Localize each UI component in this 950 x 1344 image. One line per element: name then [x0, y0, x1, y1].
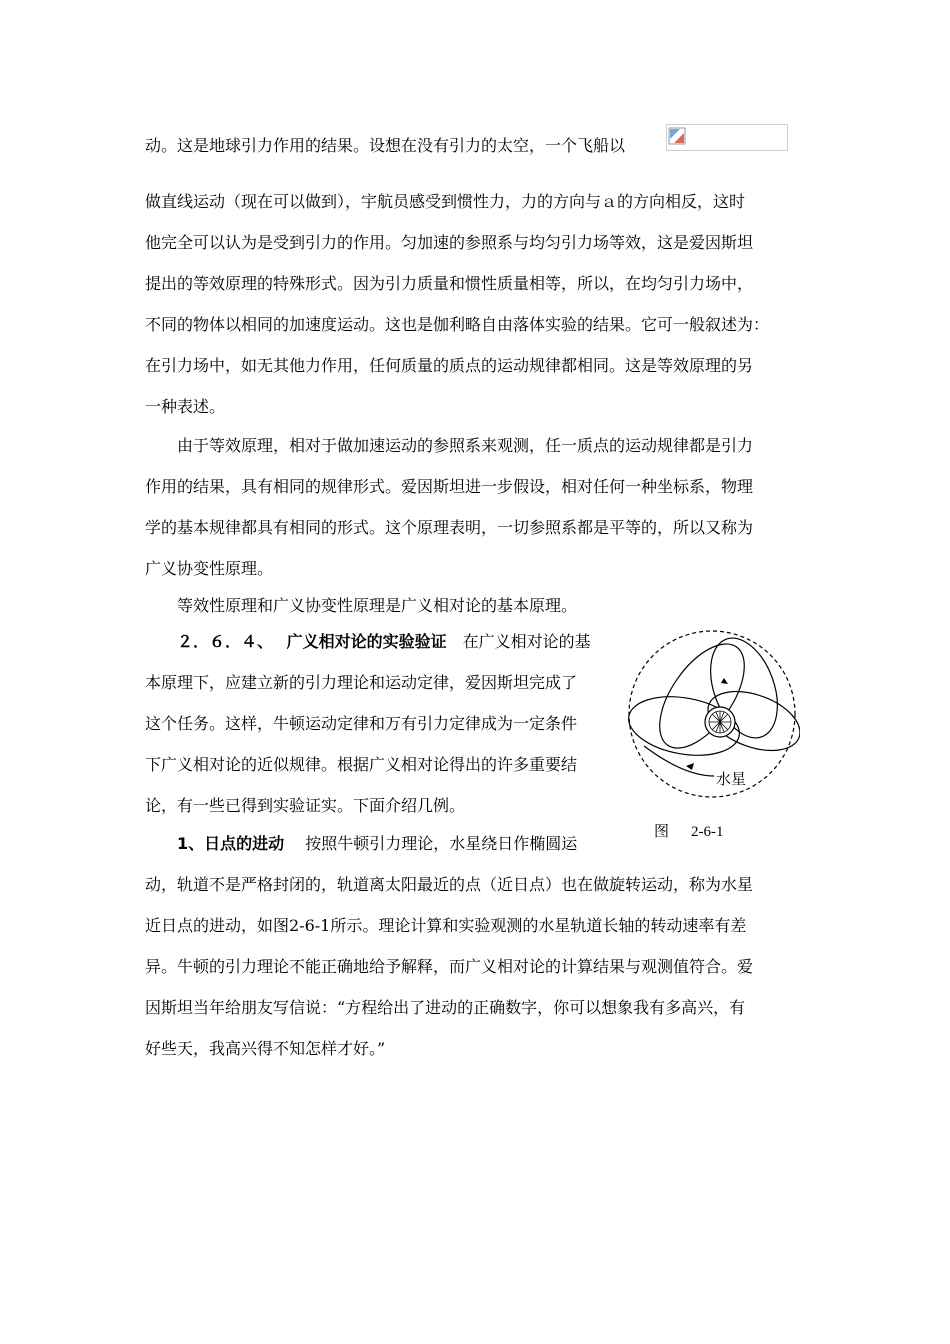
caption-prefix: 图 [654, 824, 670, 840]
text-line: 由于等效原理，相对于做加速运动的参照系来观测，任一质点的运动规律都是引力 [177, 436, 754, 455]
mercury-orbit-figure [624, 626, 800, 802]
text-line: 动。这是地球引力作用的结果。设想在没有引力的太空，一个飞船以 [145, 136, 626, 155]
text-line: 好些天，我高兴得不知怎样才好。” [145, 1039, 386, 1058]
text-line: 近日点的进动，如图2-6-1所示。理论计算和实验观测的水星轨道长轴的转动速率有差 [145, 916, 747, 935]
orbit-arrow-icon [721, 678, 728, 684]
mercury-label: 水星 [716, 770, 747, 788]
text-line: 这个任务。这样，牛顿运动定律和万有引力定律成为一定条件 [145, 714, 578, 733]
text-line: 在引力场中，如无其他力作用，任何质量的质点的运动规律都相同。这是等效原理的另 [145, 356, 754, 375]
figure-caption [654, 822, 724, 842]
caption-number: 2-6-1 [691, 824, 724, 840]
text-line: 学的基本规律都具有相同的形式。这个原理表明，一切参照系都是平等的，所以又称为 [145, 518, 754, 537]
text-span: 在广义相对论的基 [446, 632, 591, 651]
text-line: 异。牛顿的引力理论不能正确地给予解释，而广义相对论的计算结果与观测值符合。爱 [145, 957, 754, 976]
text-line: 作用的结果，具有相同的规律形式。爱因斯坦进一步假设，相对任何一种坐标系，物理 [145, 477, 754, 496]
text-line: 一种表述。 [145, 397, 226, 416]
text-line: 广义协变性原理。 [145, 559, 274, 578]
broken-image-icon [668, 127, 686, 145]
section-heading: ２．６．４、 广义相对论的实验验证 [177, 632, 447, 651]
text-line: 论，有一些已得到实验证实。下面介绍几例。 [145, 796, 466, 815]
text-line: 因斯坦当年给朋友写信说：“方程给出了进动的正确数字，你可以想象我有多高兴，有 [145, 998, 746, 1017]
text-line: 他完全可以认为是受到引力的作用。匀加速的参照系与均匀引力场等效，这是爱因斯坦 [145, 233, 754, 252]
orbit-arrow-icon [686, 763, 694, 770]
broken-image-placeholder [666, 124, 788, 151]
text-span: 按照牛顿引力理论，水星绕日作椭圆运 [284, 834, 578, 853]
text-line: 提出的等效原理的特殊形式。因为引力质量和惯性质量相等，所以，在均匀引力场中， [145, 274, 754, 293]
text-line: 本原理下，应建立新的引力理论和运动定律，爱因斯坦完成了 [145, 673, 578, 692]
text-line: 下广义相对论的近似规律。根据广义相对论得出的许多重要结 [145, 755, 578, 774]
subsection-line [177, 834, 577, 854]
section-line [177, 632, 591, 652]
text-line: 不同的物体以相同的加速度运动。这也是伽利略自由落体实验的结果。它可一般叙述为： [145, 315, 770, 334]
subsection-heading: 1、日点的进动 [177, 834, 285, 853]
text-line: 做直线运动（现在可以做到），宇航员感受到惯性力，力的方向与ａ的方向相反，这时 [145, 192, 746, 211]
text-line: 动，轨道不是严格封闭的，轨道离太阳最近的点（近日点）也在做旋转运动，称为水星 [145, 875, 754, 894]
sun-icon [705, 707, 735, 737]
text-line: 等效性原理和广义协变性原理是广义相对论的基本原理。 [177, 596, 578, 615]
precession-diagram [624, 626, 800, 802]
